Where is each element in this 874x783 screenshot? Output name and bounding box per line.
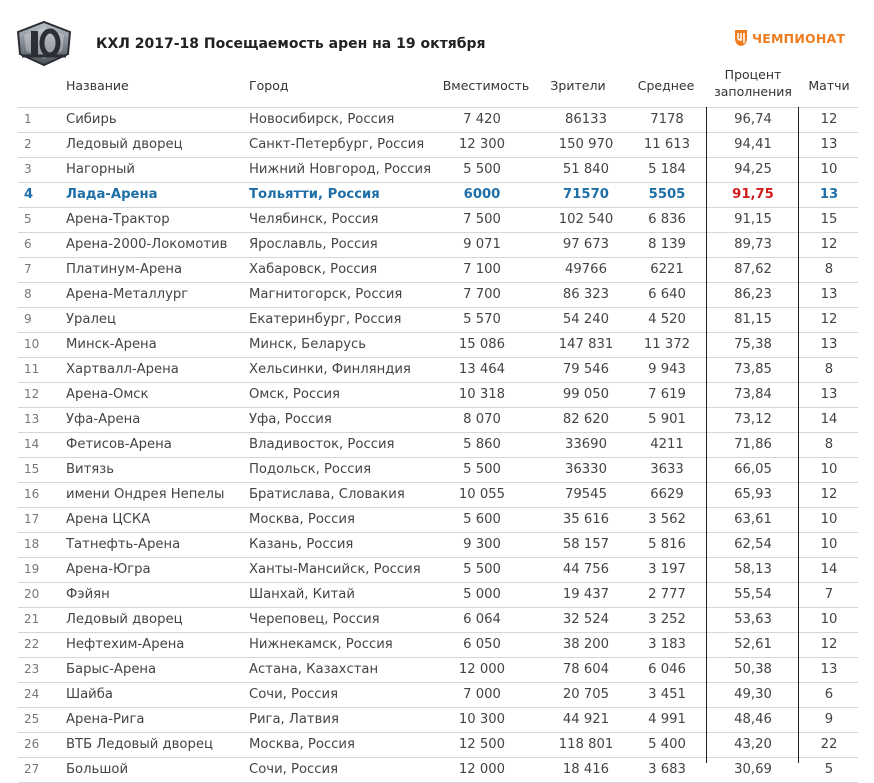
capacity: 15 086 <box>458 337 506 352</box>
city: Нижнекамск, Россия <box>249 637 393 652</box>
arena-name: Арена-Металлург <box>66 287 189 302</box>
spectators: 118 801 <box>558 737 614 752</box>
fill-percent: 43,20 <box>734 737 772 752</box>
games: 8 <box>824 262 834 277</box>
row-number: 19 <box>24 562 40 576</box>
fill-percent: 75,38 <box>734 337 772 352</box>
row-number: 7 <box>24 262 32 276</box>
capacity: 6 064 <box>463 612 501 627</box>
city: Хабаровск, Россия <box>249 262 378 277</box>
fill-percent: 87,62 <box>734 262 772 277</box>
capacity: 5 600 <box>463 512 501 527</box>
average: 3 562 <box>648 512 686 527</box>
spectators: 99 050 <box>562 387 610 402</box>
games: 13 <box>820 662 838 677</box>
arena-name: Большой <box>66 762 129 777</box>
fill-percent: 71,86 <box>734 437 772 452</box>
city: Шанхай, Китай <box>249 587 355 602</box>
table-row <box>18 583 858 608</box>
arena-name: Арена-Омск <box>66 387 149 402</box>
city: Череповец, Россия <box>249 612 380 627</box>
spectators: 38 200 <box>562 637 610 652</box>
city: Астана, Казахстан <box>249 662 379 677</box>
table-row <box>18 733 858 758</box>
championat-icon <box>734 29 748 47</box>
arena-name: Фетисов-Арена <box>66 437 172 452</box>
arena-name: Нефтехим-Арена <box>66 637 185 652</box>
spectators: 97 673 <box>562 237 610 252</box>
col-header-city: Город <box>249 78 289 93</box>
average: 3 183 <box>648 637 686 652</box>
capacity: 12 000 <box>458 662 506 677</box>
games: 6 <box>824 687 834 702</box>
spectators: 51 840 <box>562 162 610 177</box>
capacity: 10 318 <box>458 387 506 402</box>
fill-percent: 58,13 <box>734 562 772 577</box>
spectators: 79 546 <box>562 362 610 377</box>
spectators: 54 240 <box>562 312 610 327</box>
arena-name: Хартвалл-Арена <box>66 362 179 377</box>
games: 14 <box>820 562 838 577</box>
fill-percent: 73,84 <box>734 387 772 402</box>
row-number: 12 <box>24 387 40 401</box>
arena-name: Уралец <box>66 312 117 327</box>
spectators: 33690 <box>565 437 607 452</box>
spectators: 36330 <box>565 462 607 477</box>
spectators: 71570 <box>563 187 609 202</box>
games: 12 <box>820 312 838 327</box>
fill-percent: 55,54 <box>734 587 772 602</box>
arena-name: Арена ЦСКА <box>66 512 151 527</box>
fill-percent: 73,85 <box>734 362 772 377</box>
average: 3 252 <box>648 612 686 627</box>
arena-name: Барыс-Арена <box>66 662 157 677</box>
average: 6 640 <box>648 287 686 302</box>
arena-name: Уфа-Арена <box>66 412 141 427</box>
capacity: 7 100 <box>463 262 501 277</box>
average: 2 777 <box>648 587 686 602</box>
fill-percent: 73,12 <box>734 412 772 427</box>
games: 22 <box>820 737 838 752</box>
spectators: 102 540 <box>558 212 614 227</box>
fill-percent: 63,61 <box>734 512 772 527</box>
arena-name: Платинум-Арена <box>66 262 183 277</box>
table-row <box>18 183 858 208</box>
col-header-spectators: Зрители <box>550 78 606 93</box>
average: 3 683 <box>648 762 686 777</box>
capacity: 5 500 <box>463 562 501 577</box>
table-row <box>18 683 858 708</box>
table-row <box>18 508 858 533</box>
city: Челябинск, Россия <box>249 212 379 227</box>
city: Москва, Россия <box>249 512 355 527</box>
brand-logo <box>734 28 845 48</box>
row-number: 10 <box>24 337 40 351</box>
arena-name: имени Ондрея Непелы <box>66 487 225 502</box>
arena-name: Фэйян <box>66 587 110 602</box>
col-header-name: Название <box>66 78 129 93</box>
city: Тольятти, Россия <box>249 187 380 202</box>
arena-name: Арена-Рига <box>66 712 145 727</box>
brand-name: ЧЕМПИОНАТ <box>752 30 846 46</box>
spectators: 78 604 <box>562 662 610 677</box>
games: 15 <box>820 212 838 227</box>
city: Сочи, Россия <box>249 687 339 702</box>
row-number: 13 <box>24 412 40 426</box>
arena-name: Ледовый дворец <box>66 612 183 627</box>
city: Рига, Латвия <box>249 712 339 727</box>
table-row <box>18 483 858 508</box>
fill-percent: 48,46 <box>734 712 772 727</box>
city: Минск, Беларусь <box>249 337 367 352</box>
arena-name: Шайба <box>66 687 113 702</box>
col-header-percent-line1: Процент <box>724 67 782 82</box>
row-number: 25 <box>24 712 40 726</box>
spectators: 86 323 <box>562 287 610 302</box>
spectators: 44 921 <box>562 712 610 727</box>
row-number: 4 <box>24 187 34 202</box>
khl-logo-icon <box>14 18 74 68</box>
capacity: 12 300 <box>458 137 506 152</box>
average: 9 943 <box>648 362 686 377</box>
table-row <box>18 107 858 133</box>
games: 9 <box>824 712 834 727</box>
city: Казань, Россия <box>249 537 354 552</box>
capacity: 5 860 <box>463 437 501 452</box>
spectators: 79545 <box>565 487 607 502</box>
arena-name: ВТБ Ледовый дворец <box>66 737 213 752</box>
spectators: 86133 <box>565 112 607 127</box>
spectators: 49766 <box>565 262 607 277</box>
games: 5 <box>824 762 834 777</box>
average: 6 046 <box>648 662 686 677</box>
games: 8 <box>824 437 834 452</box>
row-number: 8 <box>24 287 32 301</box>
capacity: 5 500 <box>463 462 501 477</box>
fill-percent: 89,73 <box>734 237 772 252</box>
arena-name: Минск-Арена <box>66 337 157 352</box>
games: 13 <box>819 187 839 202</box>
city: Омск, Россия <box>249 387 340 402</box>
fill-percent: 86,23 <box>734 287 772 302</box>
games: 13 <box>820 137 838 152</box>
capacity: 10 055 <box>458 487 506 502</box>
games: 10 <box>820 462 838 477</box>
average: 6629 <box>650 487 684 502</box>
row-number: 6 <box>24 237 32 251</box>
capacity: 13 464 <box>458 362 506 377</box>
row-number: 17 <box>24 512 40 526</box>
average: 4211 <box>650 437 684 452</box>
fill-percent: 53,63 <box>734 612 772 627</box>
row-number: 2 <box>24 137 32 151</box>
average: 8 139 <box>648 237 686 252</box>
row-number: 11 <box>24 362 40 376</box>
row-number: 9 <box>24 312 32 326</box>
row-number: 23 <box>24 662 40 676</box>
row-number: 3 <box>24 162 32 176</box>
attendance-table <box>18 107 858 783</box>
row-number: 22 <box>24 637 40 651</box>
page-title: КХЛ 2017-18 Посещаемость арен на 19 октября <box>96 36 486 52</box>
spectators: 32 524 <box>562 612 610 627</box>
fill-percent: 91,75 <box>732 187 774 202</box>
fill-percent: 50,38 <box>734 662 772 677</box>
games: 12 <box>820 112 838 127</box>
average: 5 184 <box>648 162 686 177</box>
arena-name: Витязь <box>66 462 115 477</box>
capacity: 12 000 <box>458 762 506 777</box>
column-divider <box>706 107 707 763</box>
games: 13 <box>820 287 838 302</box>
table-row <box>18 408 858 433</box>
fill-percent: 96,74 <box>734 112 772 127</box>
fill-percent: 62,54 <box>734 537 772 552</box>
capacity: 6 050 <box>463 637 501 652</box>
city: Магнитогорск, Россия <box>249 287 403 302</box>
table-row <box>18 758 858 783</box>
fill-percent: 66,05 <box>734 462 772 477</box>
row-number: 14 <box>24 437 40 451</box>
table-row <box>18 333 858 358</box>
spectators: 35 616 <box>562 512 610 527</box>
games: 10 <box>820 162 838 177</box>
capacity: 5 500 <box>463 162 501 177</box>
city: Екатеринбург, Россия <box>249 312 402 327</box>
row-number: 21 <box>24 612 40 626</box>
capacity: 7 700 <box>463 287 501 302</box>
table-row <box>18 308 858 333</box>
row-number: 16 <box>24 487 40 501</box>
fill-percent: 94,25 <box>734 162 772 177</box>
capacity: 12 500 <box>458 737 506 752</box>
table-row <box>18 708 858 733</box>
table-row <box>18 433 858 458</box>
capacity: 8 070 <box>463 412 501 427</box>
row-number: 24 <box>24 687 40 701</box>
arena-name: Арена-2000-Локомотив <box>66 237 228 252</box>
city: Хельсинки, Финляндия <box>249 362 411 377</box>
arena-name: Арена-Югра <box>66 562 151 577</box>
average: 7178 <box>650 112 684 127</box>
capacity: 7 420 <box>463 112 501 127</box>
city: Нижний Новгород, Россия <box>249 162 432 177</box>
average: 3 197 <box>648 562 686 577</box>
row-number: 18 <box>24 537 40 551</box>
fill-percent: 94,41 <box>734 137 772 152</box>
arena-name: Лада-Арена <box>66 187 158 202</box>
games: 10 <box>820 537 838 552</box>
city: Москва, Россия <box>249 737 355 752</box>
games: 12 <box>820 487 838 502</box>
col-header-percent <box>708 66 798 100</box>
city: Братислава, Словакия <box>249 487 405 502</box>
column-divider <box>798 107 799 763</box>
arena-name: Нагорный <box>66 162 135 177</box>
table-row <box>18 258 858 283</box>
average: 11 372 <box>643 337 691 352</box>
table-row <box>18 233 858 258</box>
table-row <box>18 208 858 233</box>
col-header-capacity: Вместимость <box>442 78 530 93</box>
fill-percent: 91,15 <box>734 212 772 227</box>
city: Новосибирск, Россия <box>249 112 395 127</box>
arena-name: Ледовый дворец <box>66 137 183 152</box>
city: Ханты-Мансийск, Россия <box>249 562 421 577</box>
row-number: 20 <box>24 587 40 601</box>
arena-name: Татнефть-Арена <box>66 537 181 552</box>
games: 10 <box>820 512 838 527</box>
capacity: 9 300 <box>463 537 501 552</box>
games: 10 <box>820 612 838 627</box>
table-row <box>18 533 858 558</box>
table-row <box>18 608 858 633</box>
col-header-average: Среднее <box>637 78 695 93</box>
city: Владивосток, Россия <box>249 437 395 452</box>
average: 4 520 <box>648 312 686 327</box>
capacity: 7 000 <box>463 687 501 702</box>
city: Сочи, Россия <box>249 762 339 777</box>
fill-percent: 52,61 <box>734 637 772 652</box>
games: 12 <box>820 637 838 652</box>
arena-name: Арена-Трактор <box>66 212 170 227</box>
city: Подольск, Россия <box>249 462 371 477</box>
col-header-games: Матчи <box>808 78 850 93</box>
fill-percent: 49,30 <box>734 687 772 702</box>
fill-percent: 81,15 <box>734 312 772 327</box>
table-row <box>18 658 858 683</box>
spectators: 58 157 <box>562 537 610 552</box>
capacity: 9 071 <box>463 237 501 252</box>
average: 4 991 <box>648 712 686 727</box>
average: 3 451 <box>648 687 686 702</box>
city: Уфа, Россия <box>249 412 332 427</box>
capacity: 5 000 <box>463 587 501 602</box>
table-row <box>18 283 858 308</box>
spectators: 20 705 <box>562 687 610 702</box>
table-row <box>18 383 858 408</box>
average: 5 901 <box>648 412 686 427</box>
average: 6221 <box>650 262 684 277</box>
table-row <box>18 158 858 183</box>
spectators: 147 831 <box>558 337 614 352</box>
average: 5 816 <box>648 537 686 552</box>
row-number: 26 <box>24 737 40 751</box>
average: 6 836 <box>648 212 686 227</box>
table-row <box>18 458 858 483</box>
fill-percent: 65,93 <box>734 487 772 502</box>
row-number: 27 <box>24 762 40 776</box>
table-row <box>18 558 858 583</box>
spectators: 18 416 <box>562 762 610 777</box>
table-row <box>18 133 858 158</box>
arena-name: Сибирь <box>66 112 117 127</box>
average: 7 619 <box>648 387 686 402</box>
average: 3633 <box>650 462 684 477</box>
col-header-percent-line2: заполнения <box>714 84 792 99</box>
average: 5 400 <box>648 737 686 752</box>
capacity: 6000 <box>463 187 501 202</box>
average: 5505 <box>648 187 686 202</box>
games: 7 <box>824 587 834 602</box>
games: 13 <box>820 337 838 352</box>
games: 14 <box>820 412 838 427</box>
table-row <box>18 633 858 658</box>
row-number: 5 <box>24 212 32 226</box>
spectators: 150 970 <box>558 137 614 152</box>
games: 8 <box>824 362 834 377</box>
games: 13 <box>820 387 838 402</box>
capacity: 7 500 <box>463 212 501 227</box>
capacity: 10 300 <box>458 712 506 727</box>
table-row <box>18 358 858 383</box>
spectators: 82 620 <box>562 412 610 427</box>
capacity: 5 570 <box>463 312 501 327</box>
spectators: 44 756 <box>562 562 610 577</box>
games: 12 <box>820 237 838 252</box>
row-number: 1 <box>24 112 32 126</box>
average: 11 613 <box>643 137 691 152</box>
fill-percent: 30,69 <box>734 762 772 777</box>
city: Санкт-Петербург, Россия <box>249 137 425 152</box>
spectators: 19 437 <box>562 587 610 602</box>
row-number: 15 <box>24 462 40 476</box>
city: Ярославль, Россия <box>249 237 378 252</box>
